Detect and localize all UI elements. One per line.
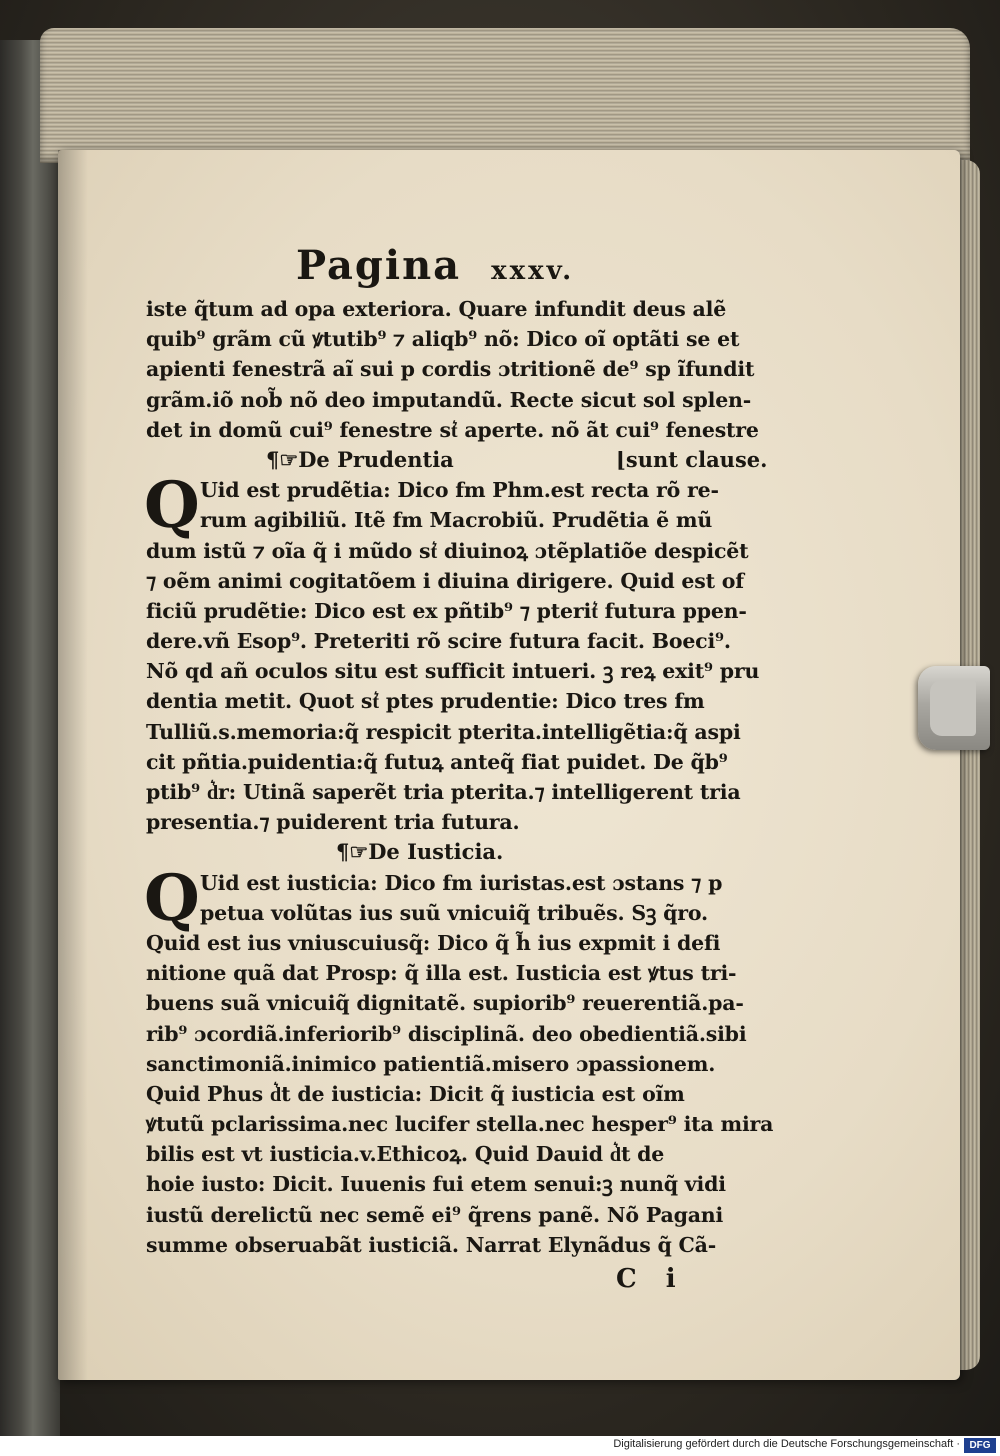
text-line: Uid est prudẽtia: Dico fm Phm.est recta rõ re- xyxy=(200,478,719,503)
text-line: Quid est ius vniuscuiusq̃: Dico q̃ h̃ ius expmit i defi xyxy=(146,930,721,955)
text-line: buens suã vnicuiq̃ dignitatẽ. supiorib⁹ reuerentiã.pa- xyxy=(146,991,744,1016)
text-line: presentia.⁊ puiderent tria futura. xyxy=(146,810,520,835)
text-line: grãm.iõ nob̃ nõ deo imputandũ. Recte sicut sol splen- xyxy=(146,387,752,412)
clasp-inner xyxy=(930,680,976,736)
text-line: ꝟtutũ pclarissima.nec lucifer stella.nec hesper⁹ ita mira xyxy=(146,1112,774,1137)
text-line: quib⁹ grãm cũ ꝟtutib⁹ ⁊ aliqb⁹ nõ: Dico oĩ optãti se et xyxy=(146,327,740,352)
section-prudentia xyxy=(144,468,766,837)
text-line: Uid est iusticia: Dico fm iuristas.est ɔstans ⁊ p xyxy=(200,870,723,895)
heading-title: De Prudentia xyxy=(298,446,454,472)
text-line: cit pñtia.puidentia:q̃ futuꝝ anteq̃ fiat puidet. De q̃b⁹ xyxy=(146,749,728,774)
heading-title: De Iusticia. xyxy=(368,839,504,865)
section-iusticia xyxy=(144,860,774,1260)
pilcrow-hand-icon: ¶☞ xyxy=(336,839,369,865)
folio-number: xxxv. xyxy=(491,256,575,286)
text-line: dere.vñ Esop⁹. Preteriti rõ scire futura facit. Boeci⁹. xyxy=(146,629,731,654)
pilcrow-hand-icon: ¶☞ xyxy=(266,446,299,472)
signature-mark: C i xyxy=(616,1264,686,1294)
text-line: Quid Phus d͛t de iusticia: Dicit q̃ iusticia est oĩm xyxy=(146,1081,685,1106)
drop-cap: Q xyxy=(144,468,200,544)
dfg-logo-icon: DFG xyxy=(964,1438,996,1453)
text-line: rum agibiliũ. Itẽ fm Macrobiũ. Prudẽtia ẽ mũ xyxy=(200,508,713,533)
text-line: ⁊ oẽm animi cogitatõem i diuina dirigere. Quid est of xyxy=(146,568,744,593)
text-line: summe obseruabãt iusticiã. Narrat Elynãdus q̃ Cã- xyxy=(146,1232,717,1257)
text-line: petua volũtas ius suũ vnicuiq̃ tribuẽs. Sꝫ q̃ro. xyxy=(200,900,708,925)
text-line: dentia metit. Quot st͛ ptes prudentie: Dico tres fm xyxy=(146,689,705,714)
drop-cap: Q xyxy=(144,860,200,936)
section-heading-iusticia xyxy=(146,837,766,867)
page-block-top-edge xyxy=(40,28,970,163)
footer-credit: Digitalisierung gefördert durch die Deutsche Forschungsgemeinschaft · xyxy=(613,1438,960,1450)
heading-turnover: ⌊sunt clause. xyxy=(616,446,768,472)
running-head-title: Pagina xyxy=(296,242,462,289)
text-line: iste q̃tum ad opa exteriora. Quare infundit deus alẽ xyxy=(146,297,727,321)
book-spine xyxy=(0,40,60,1440)
running-head xyxy=(296,238,766,294)
text-line: Tulliũ.s.memoria:q̃ respicit pterita.intelligẽtia:q̃ aspi xyxy=(146,719,741,744)
page-gutter-shadow xyxy=(58,150,88,1380)
page-text xyxy=(144,238,774,1294)
text-line: dum istũ ⁊ oĩa q̃ i mũdo st͛ diuinoꝝ ɔtẽplatiõe despicẽt xyxy=(146,538,749,563)
text-line: rib⁹ ɔcordiã.inferiorib⁹ disciplinã. deo obedientiã.sibi xyxy=(146,1021,747,1046)
text-line: hoie iusto: Dicit. Iuuenis fui etem senui:ꝫ nunq̃ vidi xyxy=(146,1172,726,1197)
text-line: Nõ qd añ oculos situ est sufficit intueri. ꝫ reꝝ exit⁹ pru xyxy=(146,659,760,684)
section-heading-prudentia xyxy=(146,445,766,475)
text-line: bilis est vt iusticia.v.Ethicoꝝ. Quid Dauid d͛t de xyxy=(146,1142,665,1167)
text-line: ficiũ prudẽtie: Dico est ex pñtib⁹ ⁊ pterit͛ futura ppen- xyxy=(146,598,747,623)
text-line: apienti fenestrã aĩ sui p cordis ɔtritionẽ de⁹ sp ĩfundit xyxy=(146,357,755,382)
text-line: sanctimoniã.inimico patientiã.misero ɔpassionem. xyxy=(146,1051,716,1076)
text-line: det in domũ cui⁹ fenestre st͛ aperte. nõ ãt cui⁹ fenestre xyxy=(146,417,759,442)
text-line: iustũ derelictũ nec semẽ ei⁹ q̃rens panẽ. Nõ Pagani xyxy=(146,1202,724,1227)
text-line: nitione quã dat Prosp: q̃ illa est. Iusticia est ꝟtus tri- xyxy=(146,961,737,986)
text-line: ptib⁹ d͛r: Utinã saperẽt tria pterita.⁊ intelligerent tria xyxy=(146,780,741,804)
